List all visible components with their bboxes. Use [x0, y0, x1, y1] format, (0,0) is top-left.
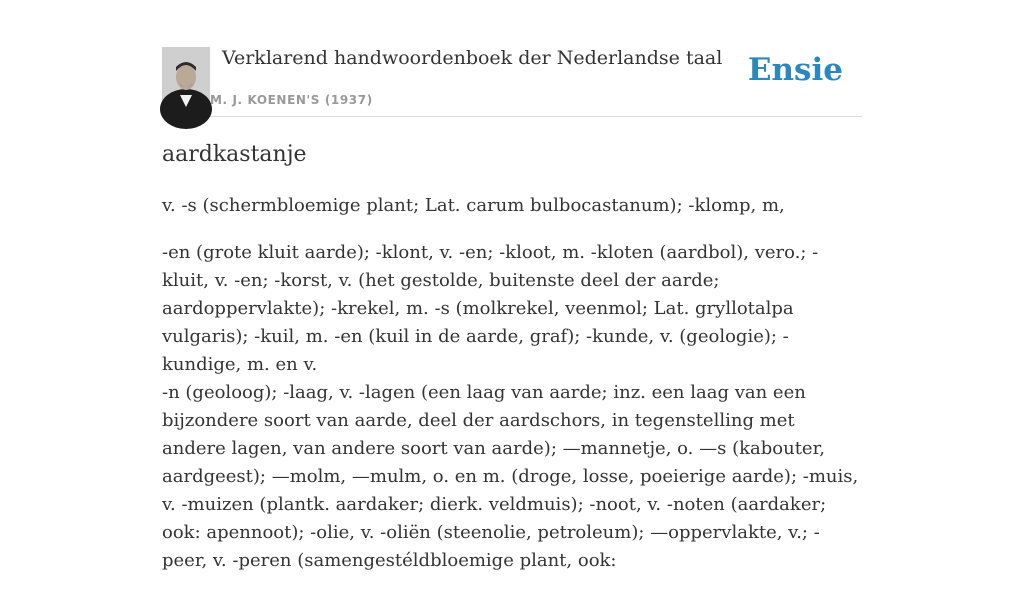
entry-title: aardkastanje	[162, 142, 307, 167]
author-portrait-icon	[162, 47, 210, 115]
header	[162, 40, 862, 117]
book-title: Verklarend handwoordenboek der Nederlandse taal	[222, 47, 723, 69]
entry-paragraph: -en (grote kluit aarde); -klont, v. -en; -kloot, m. -kloten (aardbol), vero.; -kluit, v. -en; -korst, v. (het gestolde, buitenste deel der aarde; aardoppervlakte); -krekel, m. -s (molkrekel, veenmol; Lat. gryllotalpa vulgaris); -kuil, m. -en (kuil in de aarde, graf); -kunde, v. (geologie); -kundige, m. en v.	[162, 242, 819, 375]
ensie-logo-link[interactable]: Ensie	[747, 52, 843, 88]
entry-paragraph: -n (geoloog); -laag, v. -lagen (een laag van aarde; inz. een laag van een bijzondere soort van aarde, deel der aardschors, in tegenstelling met andere lagen, van andere soort van aarde); —mannetje, o. —s (kabouter, aardgeest); —molm, —mulm, o. en m. (droge, losse, poeierige aarde); -muis, v. -muizen (plantk. aardaker; dierk. veldmuis); -noot, v. -noten (aardaker; ook: apennoot); -olie, v. -oliën (steenolie, petroleum); —oppervlakte, v.; -peer, v. -peren (samengestéldbloemige plant, ook:	[162, 382, 859, 571]
author-label: M. J. KOENEN'S (1937)	[210, 93, 373, 107]
page	[162, 0, 862, 571]
entry-paragraph: v. -s (schermbloemige plant; Lat. carum bulbocastanum); -klomp, m,	[162, 195, 785, 216]
entry-body	[162, 192, 862, 594]
portrait-image	[162, 47, 210, 115]
